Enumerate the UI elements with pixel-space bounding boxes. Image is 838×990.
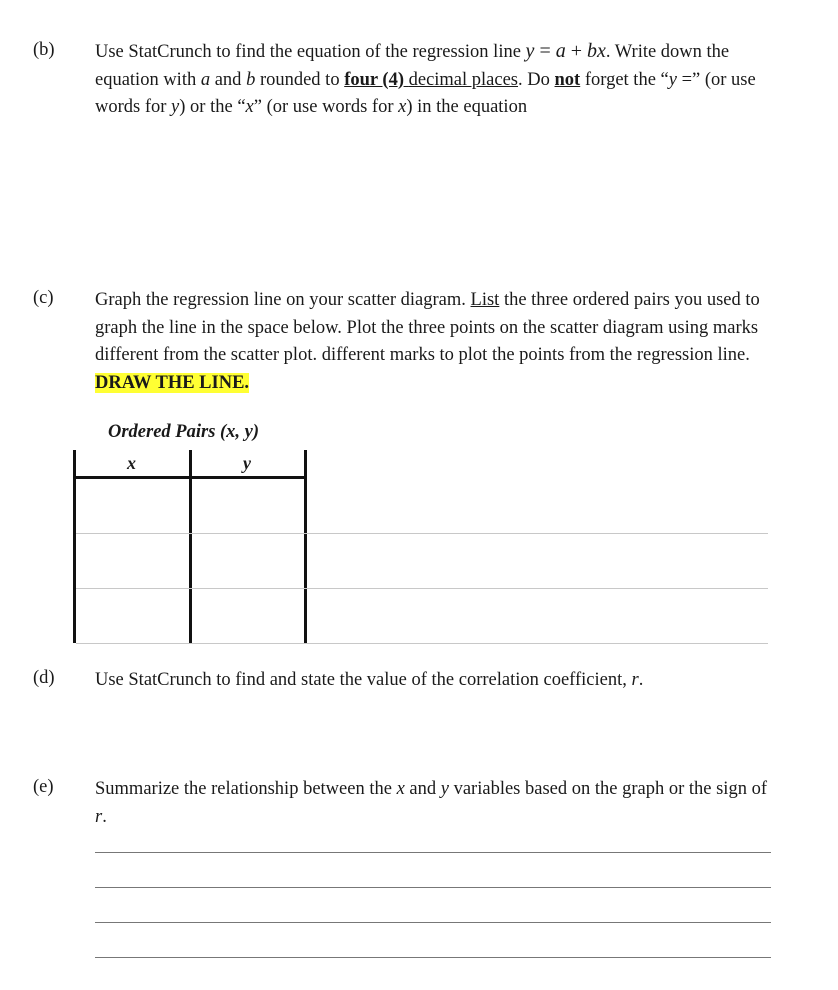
question-label-e: (e) (33, 777, 54, 797)
table-row-line (76, 533, 768, 534)
emphasis-not: not (554, 69, 581, 90)
question-text-b: Use StatCrunch to find the equation of the regression line y = a + bx. Write down the equation with a and b rounded to four (4) decimal places. Do not forget the “y =” (or use words for y) or the “x” (or use words for x) in the equation (95, 40, 756, 117)
table-row-line (76, 643, 768, 644)
question-text-d: Use StatCrunch to find and state the value of the correlation coefficient, r. (95, 670, 644, 690)
answer-line[interactable] (95, 852, 771, 853)
emphasis-list: List (470, 290, 500, 310)
answer-line[interactable] (95, 957, 771, 958)
ordered-pairs-title: Ordered Pairs (x, y) (108, 422, 260, 442)
table-row-line (76, 588, 768, 589)
table-header-rule (73, 476, 307, 479)
highlight-draw-the-line: DRAW THE LINE (95, 372, 245, 393)
emphasis-four-decimal: four (4) (344, 69, 404, 90)
question-label-d: (d) (33, 668, 55, 688)
question-text-e: Summarize the relationship between the x and y variables based on the graph or the sign of r. (95, 779, 767, 827)
answer-line[interactable] (95, 922, 771, 923)
column-header-x: x (127, 453, 136, 473)
answer-line[interactable] (95, 887, 771, 888)
question-label-b: (b) (33, 40, 55, 60)
question-text-c: Graph the regression line on your scatter diagram. List the three ordered pairs you used to graph the line in the space below. Plot the three points on the scatter diagram using marks different from the scatter plot. different marks to plot the points from the regression line. DRAW THE LINE. (95, 290, 760, 393)
question-label-c: (c) (33, 288, 54, 308)
column-header-y: y (243, 453, 251, 473)
